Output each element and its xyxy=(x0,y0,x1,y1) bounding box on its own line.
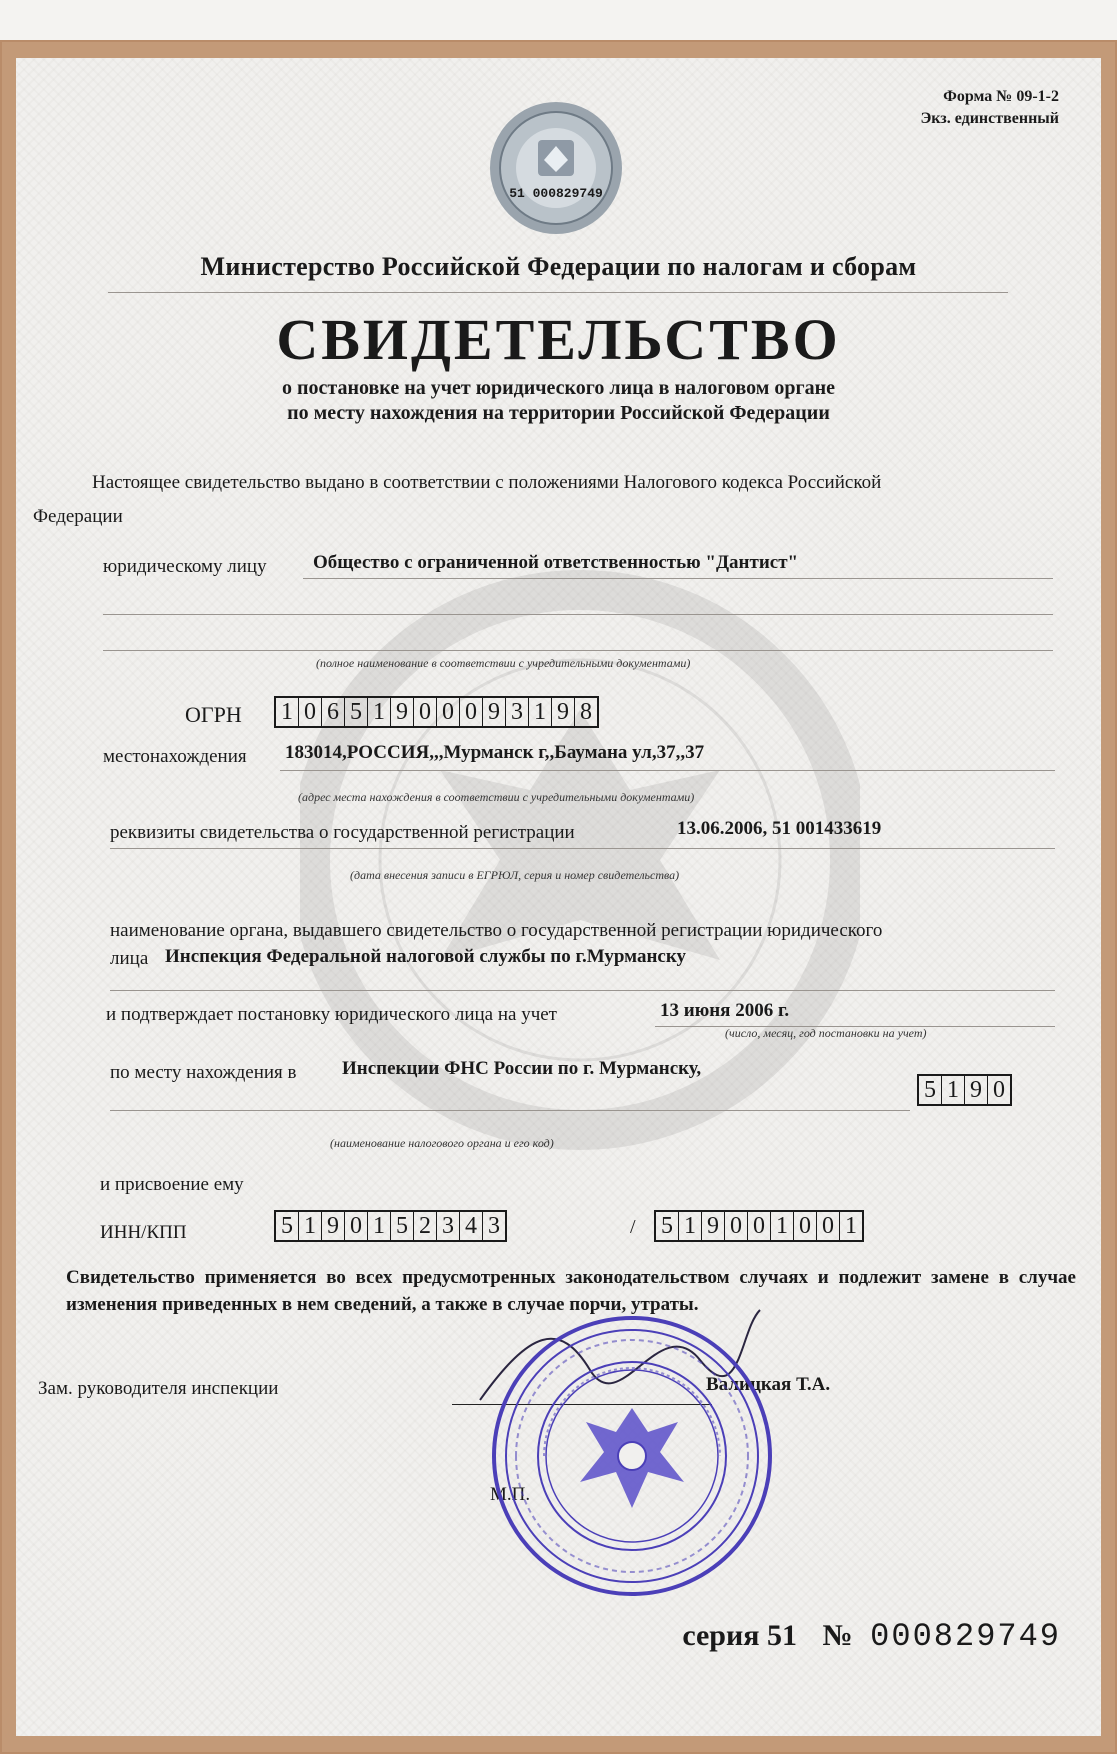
field-line xyxy=(110,1110,910,1111)
ogrn-digit: 1 xyxy=(368,698,391,726)
issuer-label-2: лица xyxy=(110,948,149,969)
field-line xyxy=(103,650,1053,651)
tax-code-digit: 0 xyxy=(993,1077,1005,1103)
intro-line-1: Настоящее свидетельство выдано в соответствии с положениями Налогового кодекса Российской xyxy=(92,472,882,493)
ogrn-digit: 5 xyxy=(345,698,368,726)
ogrn-digit: 9 xyxy=(391,698,414,726)
ogrn-digit: 0 xyxy=(460,698,483,726)
entity-label: юридическому лицу xyxy=(103,556,267,577)
issuer-value: Инспекция Федеральной налоговой службы по г.Мурманску xyxy=(165,946,687,967)
ogrn-digit: 0 xyxy=(437,698,460,726)
series-label: серия 51 xyxy=(682,1619,798,1652)
kpp-digit: 1 xyxy=(771,1212,794,1240)
issuer-label-1: наименование органа, выдавшего свидетельство о государственной регистрации юридического xyxy=(110,920,883,941)
signatory-name: Валицкая Т.А. xyxy=(706,1374,831,1395)
validity-note: Свидетельство применяется во всех предусмотренных законодательством случаях и подлежит замене в случае изменения приведенных в нем сведений, а также в случае порчи, утраты. xyxy=(66,1267,1076,1315)
kpp-digit: 5 xyxy=(656,1212,679,1240)
tax-code-digit: 5 xyxy=(919,1076,942,1104)
ogrn-digit: 1 xyxy=(529,698,552,726)
document-subtitle xyxy=(0,376,1117,426)
ogrn-digit: 9 xyxy=(483,698,506,726)
assign-label: и присвоение ему xyxy=(100,1174,244,1195)
location-value: 183014,РОССИЯ,,,Мурманск г,,Баумана ул,37,,37 xyxy=(285,742,705,763)
tax-authority-hint: (наименование налогового органа и его код) xyxy=(330,1136,554,1150)
copy-label: Экз. единственный xyxy=(920,110,1059,127)
inn-digit: 3 xyxy=(488,1213,500,1239)
subtitle-line-1: о постановке на учет юридического лица в налоговом органе xyxy=(282,377,835,399)
inn-kpp-label: ИНН/КПП xyxy=(100,1222,187,1243)
tax-code-digit: 9 xyxy=(965,1076,988,1104)
ogrn-digit: 9 xyxy=(552,698,575,726)
number-sign: № xyxy=(822,1619,853,1652)
inn-digits xyxy=(274,1210,507,1242)
hologram-serial: 51 000829749 xyxy=(509,186,603,201)
entity-hint: (полное наименование в соответствии с учредительными документами) xyxy=(316,656,691,670)
confirm-hint: (число, месяц, год постановки на учет) xyxy=(725,1026,927,1040)
kpp-digits xyxy=(654,1210,864,1242)
official-stamp-icon xyxy=(488,1312,776,1600)
ogrn-digit: 3 xyxy=(506,698,529,726)
field-line xyxy=(110,848,1055,849)
registration-value: 13.06.2006, 51 001433619 xyxy=(677,818,882,839)
tax-authority-label: по месту нахождения в xyxy=(110,1062,297,1083)
confirm-label: и подтверждает постановку юридического лица на учет xyxy=(106,1004,557,1025)
ogrn-digit: 8 xyxy=(580,699,592,725)
registration-hint: (дата внесения записи в ЕГРЮЛ, серия и номер свидетельства) xyxy=(350,868,680,882)
signatory-position: Зам. руководителя инспекции xyxy=(38,1378,279,1399)
ogrn-digit: 1 xyxy=(276,698,299,726)
field-line xyxy=(103,614,1053,615)
field-line xyxy=(280,770,1055,771)
ministry-title: Министерство Российской Федерации по налогам и сборам xyxy=(200,252,917,281)
field-line xyxy=(303,578,1053,579)
inn-digit: 1 xyxy=(368,1212,391,1240)
subtitle-line-2: по месту нахождения на территории Российской Федерации xyxy=(287,402,830,424)
series-block xyxy=(682,1618,1061,1655)
inn-digit: 9 xyxy=(322,1212,345,1240)
ogrn-digit: 0 xyxy=(414,698,437,726)
form-number: Форма № 09-1-2 xyxy=(943,88,1059,105)
location-hint: (адрес места нахождения в соответствии с учредительными документами) xyxy=(298,790,695,804)
document-title: СВИДЕТЕЛЬСТВО xyxy=(276,307,841,372)
inn-digit: 2 xyxy=(414,1212,437,1240)
kpp-digit: 0 xyxy=(794,1212,817,1240)
location-label: местонахождения xyxy=(103,746,247,767)
registration-label: реквизиты свидетельства о государственной регистрации xyxy=(110,822,575,843)
inn-digit: 0 xyxy=(345,1212,368,1240)
intro-line-2: Федерации xyxy=(33,506,123,527)
inn-digit: 1 xyxy=(299,1212,322,1240)
series-number: 000829749 xyxy=(870,1618,1061,1655)
entity-name: Общество с ограниченной ответственностью "Дантист" xyxy=(313,552,799,573)
inn-digit: 4 xyxy=(460,1212,483,1240)
kpp-digit: 0 xyxy=(725,1212,748,1240)
ogrn-label: ОГРН xyxy=(185,702,242,727)
ogrn-digits xyxy=(274,696,599,728)
hologram-seal-icon xyxy=(488,100,624,236)
confirm-date: 13 июня 2006 г. xyxy=(660,1000,790,1021)
inn-kpp-separator: / xyxy=(630,1216,636,1238)
kpp-digit: 1 xyxy=(845,1213,857,1239)
divider xyxy=(108,292,1008,293)
ogrn-digit: 0 xyxy=(299,698,322,726)
tax-authority-code xyxy=(917,1074,1012,1106)
field-line xyxy=(110,990,1055,991)
ogrn-digit: 6 xyxy=(322,698,345,726)
inn-digit: 3 xyxy=(437,1212,460,1240)
inn-digit: 5 xyxy=(276,1212,299,1240)
kpp-digit: 0 xyxy=(817,1212,840,1240)
kpp-digit: 9 xyxy=(702,1212,725,1240)
kpp-digit: 0 xyxy=(748,1212,771,1240)
stamp-place-label: М.П. xyxy=(490,1484,531,1505)
kpp-digit: 1 xyxy=(679,1212,702,1240)
inn-digit: 5 xyxy=(391,1212,414,1240)
tax-code-digit: 1 xyxy=(942,1076,965,1104)
form-number-block xyxy=(920,86,1059,130)
tax-authority-value: Инспекции ФНС России по г. Мурманску, xyxy=(342,1058,702,1079)
